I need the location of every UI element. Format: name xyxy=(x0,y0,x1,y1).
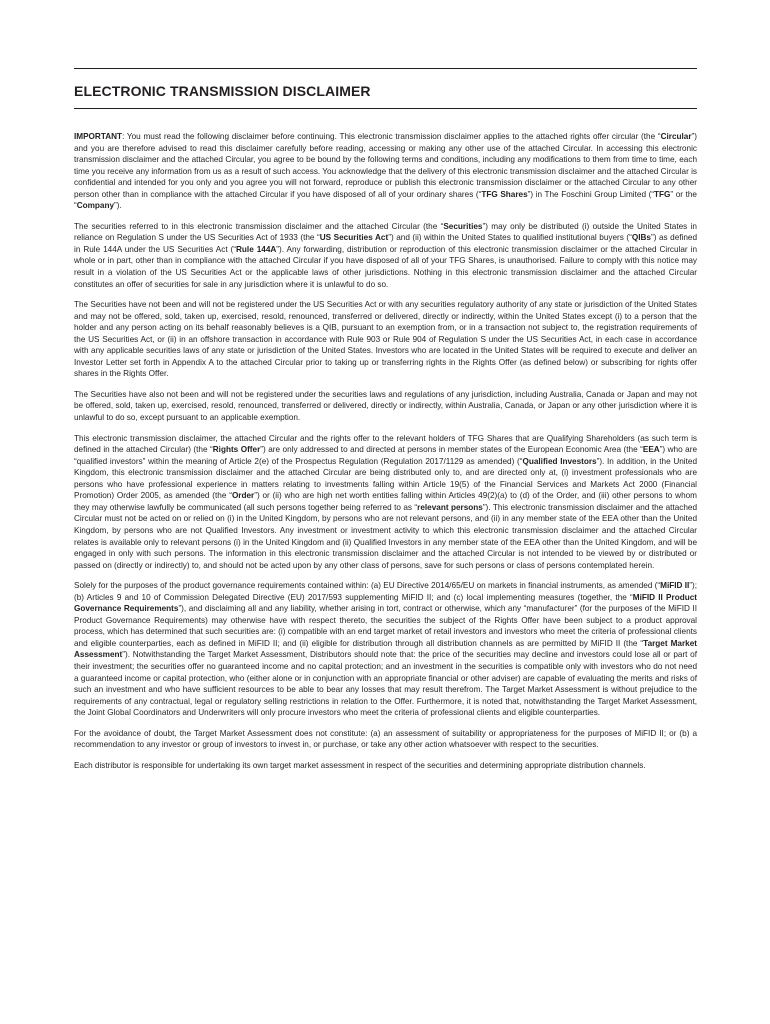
defined-term: MiFID II xyxy=(660,581,690,591)
text-run: ”). In addition, in the United Kingdom, this electronic transmission disclaimer and the attached Circular are being distributed only to, and are directed only at, (i) investment professionals who are persons who have professional experience in matters relating to investments falling within Article 19(5) of the Financial Services and Markets Act 2000 (Financial Promotion) Order 2005, as amended (the “ xyxy=(74,456,698,501)
text-run: The securities referred to in this electronic transmission disclaimer and the attached Circular (the “ xyxy=(74,221,444,231)
paragraph-avoidance-of-doubt xyxy=(74,728,697,751)
document-title: ELECTRONIC TRANSMISSION DISCLAIMER xyxy=(74,83,371,99)
defined-term: Order xyxy=(231,491,255,501)
text-run: : You must read the following disclaimer before continuing. This electronic transmission disclaimer applies to the attached rights offer circular (the “ xyxy=(122,132,661,141)
text-run: Each distributor is responsible for undertaking its own target market assessment in respect of the securities and determining appropriate distribution channels. xyxy=(74,760,646,770)
text-run: ”) may only be distributed (i) outside the United States in reliance on Regulation S under the US Securities Act of 1933 (the “ xyxy=(74,221,697,243)
paragraph-us-registration xyxy=(74,299,697,380)
text-run: Solely for the purposes of the product governance requirements contained within: (a) EU Directive 2014/65/EU on markets in financial instruments, as amended (“ xyxy=(74,581,661,591)
defined-term: relevant persons xyxy=(417,502,483,512)
paragraph-other-jurisdictions xyxy=(74,389,697,424)
text-run: ”) are only addressed to and directed at persons in member states of the European Economic Area (the “ xyxy=(260,445,643,455)
defined-term: IMPORTANT xyxy=(74,132,123,141)
text-run: The Securities have not been and will not be registered under the US Securities Act or with any securities regulatory authority of any state or jurisdiction of the United States and may not be offered, sold, taken up, exercised, resold, renounced, transferred or delivered, directly or indirectly, within the United States except (i) to a person that the holder and any person acting on its behalf reasonably believes is a QIB, pursuant to an exemption from, or in a transaction not subject to, the registration requirements of the US Securities Act, or (ii) in an offshore transaction in accordance with Rule 903 or Rule 904 of Regulation S under the US Securities Act, in each case in accordance with any applicable securities laws of any state or jurisdiction of the United States. Investors who are located in the United States will be required to execute and deliver an Investor Letter set forth in Appendix A to the attached Circular prior to taking up or transferring rights in the Rights Offer (as defined below) or subscribing for rights offer shares in the Rights Offer. xyxy=(74,300,697,379)
document-page xyxy=(74,68,697,780)
text-run: ”); (b) Articles 9 and 10 of Commission Delegated Directive (EU) 2017/593 supplementing MiFID II; and (c) local implementing measures (together, the “ xyxy=(74,581,697,602)
defined-term: Securities xyxy=(443,221,483,231)
document-body xyxy=(74,131,697,771)
top-rule xyxy=(74,68,697,69)
text-run: ”), and disclaiming all and any liability, whether arising in tort, contract or otherwise, which any “manufacturer” (for the purposes of the MiFID II Product Governance Requirements) may otherwise have with respect thereto, the securities the subject of the Rights Offer have been subject to a product approval process, which has determined that such securities are: (i) compatible with an end target market of retail investors and investors who meet the criteria of professional clients and eligible counterparties, each as defined in MiFID II; and (ii) eligible for distribution through all distribution channels as are permitted by MiFID II (the “ xyxy=(74,604,697,648)
text-run: ”). Notwithstanding the Target Market Assessment, Distributors should note that: the price of the securities may decline and investors could lose all or part of their investment; the securities offer no guaranteed income and no capital protection; and an investment in the securities is compatible only with investors who do not need a guaranteed income or capital protection, who (either alone or in conjunction with an appropriate financial or other adviser) are capable of evaluating the merits and risks of such an investment and who have sufficient resources to be able to bear any losses that may result therefrom. The Target Market Assessment is without prejudice to the requirements of any contractual, legal or regulatory selling restrictions in relation to the Offer. Furthermore, it is noted that, notwithstanding the Target Market Assessment, the Joint Global Coordinators and Underwriters will only procure investors who meet the criteria of professional clients and eligible counterparties. xyxy=(74,650,697,718)
text-run: ”). xyxy=(114,201,122,211)
text-run: ”) who are “qualified investors” within the meaning of Article 2(e) of the Prospectus Regulation (Regulation 2017/1129 as amended) (“ xyxy=(74,445,697,466)
defined-term: US Securities Act xyxy=(319,233,389,243)
defined-term: Qualified Investors xyxy=(522,456,597,466)
paragraph-eea-uk-persons xyxy=(74,433,697,572)
defined-term: Rights Offer xyxy=(212,445,261,455)
paragraph-important xyxy=(74,131,697,212)
paragraph-securities-distribution xyxy=(74,221,697,290)
paragraph-distributor-responsibility xyxy=(74,760,697,772)
text-run: ”) and you are therefore advised to read this disclaimer carefully before reading, accessing or making any other use of the attached Circular. In accessing this electronic transmission disclaimer and the attached Circular, you agree to be bound by the following terms and conditions, including any modifications to them from time to time, each time you receive any information from us as a result of such access. You acknowledge that the delivery of this electronic transmission disclaimer and the attached Circular is confidential and intended for you only and you agree you will not forward, reproduce or publish this electronic transmission disclaimer or the attached Circular to any other person other than in compliance with the attached Circular if you have disposed of all of your ordinary shares (“ xyxy=(74,132,698,199)
text-run: ”) as defined in Rule 144A under the US Securities Act (“ xyxy=(74,233,698,254)
text-run: For the avoidance of doubt, the Target Market Assessment does not constitute: (a) an assessment of suitability or appropriateness for the purposes of MiFID II; or (b) a recommendation to any investor or group of investors to invest in, or purchase, or take any other action whatsoever with respect to the securities. xyxy=(74,728,697,750)
paragraph-mifid-product-governance xyxy=(74,580,697,719)
text-run: ”) in The Foschini Group Limited (“ xyxy=(527,189,655,199)
text-run: ”) or (ii) who are high net worth entities falling within Articles 49(2)(a) to (d) of the Order, and (iii) other persons to whom they may otherwise lawfully be communicated (all such persons together being referred to as “ xyxy=(74,491,697,512)
defined-term: Circular xyxy=(660,132,692,141)
defined-term: MiFID II Product Governance Requirements xyxy=(74,592,697,614)
defined-term: Rule 144A xyxy=(236,244,277,254)
text-run: ” or the “ xyxy=(74,189,697,211)
defined-term: TFG xyxy=(654,189,671,199)
title-underline-rule xyxy=(74,108,697,109)
text-run: ”) and (ii) within the United States to qualified institutional buyers (“ xyxy=(388,233,632,243)
text-run: The Securities have also not been and will not be registered under the securities laws and regulations of any jurisdiction, including Australia, Canada or Japan and may not be offered, sold, taken up, exercised, resold, renounced, transferred or delivered, directly or indirectly, within Australia, Canada, or Japan or any other jurisdiction where it is unlawful to do so, except pursuant to an applicable exemption. xyxy=(74,389,697,423)
defined-term: Company xyxy=(76,201,115,211)
defined-term: EEA xyxy=(642,445,660,455)
text-run: ”). Any forwarding, distribution or reproduction of this electronic transmission disclaimer or the attached Circular in whole or in part, other than in compliance with the attached Circular if you have disposed of all of your TFG Shares, is unauthorised. Failure to comply with this notice may result in a violation of the US Securities Act or the applicable laws of other jurisdictions. Nothing in this electronic transmission disclaimer and the attached Circular constitutes an offer of securities for sale in any jurisdiction where it is unlawful to do so. xyxy=(74,244,697,289)
defined-term: Target Market Assessment xyxy=(74,638,697,660)
defined-term: QIBs xyxy=(631,233,651,243)
text-run: This electronic transmission disclaimer, the attached Circular and the rights offer to the relevant holders of TFG Shares that are Qualifying Shareholders (as such term is defined in the attached Circular) (the “ xyxy=(74,433,697,455)
defined-term: TFG Shares xyxy=(481,189,528,199)
text-run: ”). This electronic transmission disclaimer and the attached Circular must not be acted on or relied on (i) in the United Kingdom, by persons who are not relevant persons, and (ii) in any member state of the EEA other than the United Kingdom, by persons who are not Qualified Investors. Any investment or investment activity to which this electronic transmission disclaimer and the attached Circular relates is available only to relevant persons (i) in the United Kingdom and (ii) Qualified Investors in any member state of the EEA other than the United Kingdom, and will be engaged in only with such persons. The information in this electronic transmission disclaimer and the attached Circular is not intended to be viewed by or distributed or passed on (directly or indirectly) to, and should not be acted upon by any other class of persons, save for such persons or class of persons contemplated herein. xyxy=(74,502,698,570)
